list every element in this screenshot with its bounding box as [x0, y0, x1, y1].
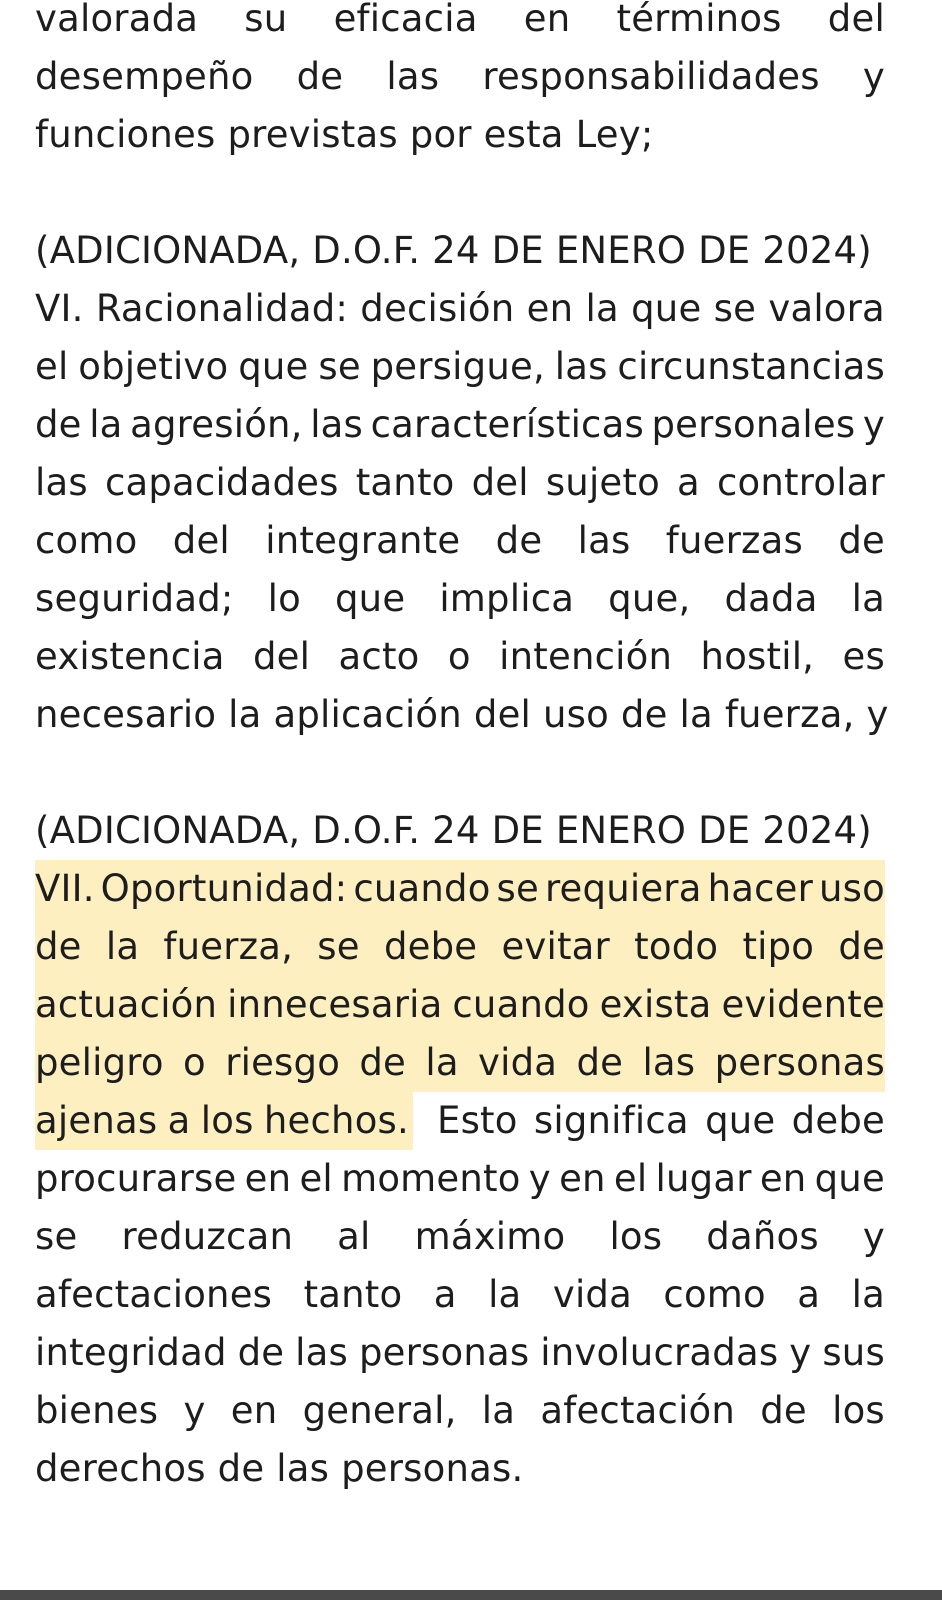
- word: riesgo: [225, 1041, 341, 1084]
- word: términos: [616, 0, 782, 40]
- word: las: [310, 403, 364, 446]
- word: el: [35, 345, 69, 388]
- word: controlar: [717, 461, 885, 504]
- word: exista: [599, 983, 712, 1026]
- word: VI.: [35, 287, 84, 330]
- text-line-cut: [35, 0, 885, 48]
- word: se: [713, 287, 757, 330]
- word: de: [237, 1331, 285, 1374]
- word: que: [238, 345, 309, 388]
- word: se: [317, 925, 360, 968]
- word: integrante: [265, 519, 461, 562]
- word: la: [89, 403, 123, 446]
- section-vi-heading-line: [35, 280, 885, 338]
- word: todo: [634, 925, 719, 968]
- word: al: [337, 1215, 371, 1258]
- word: hechos.: [263, 1099, 409, 1142]
- word: las: [295, 1331, 348, 1374]
- word: desempeño: [35, 55, 254, 98]
- amendment-note: (ADICIONADA, D.O.F. 24 DE ENERO DE 2024): [35, 229, 872, 272]
- word: en: [559, 1157, 606, 1200]
- word: cuando: [452, 983, 590, 1026]
- word: debe: [791, 1099, 885, 1142]
- text-line: [35, 48, 885, 106]
- word: como: [663, 1273, 766, 1316]
- highlighted-text-line: [35, 918, 885, 976]
- word: ajenas: [35, 1099, 158, 1142]
- word: y: [528, 1157, 551, 1200]
- word: afectación: [540, 1389, 736, 1432]
- word: las: [554, 345, 608, 388]
- word: afectaciones: [35, 1273, 273, 1316]
- word: en: [759, 1157, 807, 1200]
- word: de: [760, 1389, 807, 1432]
- word: implica: [439, 577, 575, 620]
- text-line: [35, 628, 885, 686]
- text-line: [35, 1208, 885, 1266]
- word: intención: [499, 635, 673, 678]
- word: se: [35, 1215, 78, 1258]
- bottom-scroll-bar: [0, 1590, 942, 1600]
- word: peligro: [35, 1041, 164, 1084]
- highlighted-text-line: [35, 976, 885, 1034]
- word: lo: [267, 577, 301, 620]
- word: del: [471, 461, 529, 504]
- word: a: [797, 1273, 821, 1316]
- mixed-highlight-line: [35, 1092, 885, 1150]
- word: como: [35, 519, 138, 562]
- word: sus: [822, 1331, 885, 1374]
- word: vida: [552, 1273, 632, 1316]
- word: la: [851, 577, 885, 620]
- word: de: [35, 403, 82, 446]
- word: las: [642, 1041, 696, 1084]
- word: su: [244, 0, 288, 40]
- word: dada: [724, 577, 818, 620]
- word: en: [526, 287, 574, 330]
- text-line: [35, 1324, 885, 1382]
- word: máximo: [414, 1215, 566, 1258]
- word: tanto: [355, 461, 455, 504]
- word: o: [183, 1041, 206, 1084]
- word: las: [577, 519, 631, 562]
- word: y: [789, 1331, 812, 1374]
- word: el: [613, 1157, 648, 1200]
- word: la: [488, 1273, 522, 1316]
- word: lugar: [655, 1157, 752, 1200]
- word: tanto: [303, 1273, 403, 1316]
- word: del: [253, 635, 311, 678]
- word: Esto: [437, 1099, 518, 1142]
- highlighted-text-line: [35, 1034, 885, 1092]
- word: en: [230, 1389, 278, 1432]
- word: cuando: [353, 867, 491, 910]
- word: uso: [818, 867, 885, 910]
- word: fuerza,: [163, 925, 294, 968]
- word: el: [299, 1157, 333, 1200]
- word: a: [167, 1099, 191, 1142]
- word: sujeto: [545, 461, 660, 504]
- word: del: [827, 0, 885, 40]
- word: en: [244, 1157, 292, 1200]
- word: que,: [608, 577, 691, 620]
- word: las: [35, 461, 88, 504]
- word: que: [631, 287, 702, 330]
- word: la: [425, 1041, 459, 1084]
- text-line: [35, 512, 885, 570]
- word: seguridad;: [35, 577, 234, 620]
- word: a: [677, 461, 700, 504]
- text-line: [35, 570, 885, 628]
- text-line: [35, 396, 885, 454]
- word: Racionalidad:: [95, 287, 349, 330]
- word: se: [318, 345, 361, 388]
- word: involucradas: [540, 1331, 779, 1374]
- word: es: [842, 635, 885, 678]
- word: del: [172, 519, 230, 562]
- word: hacer: [707, 867, 814, 910]
- word: de: [35, 925, 82, 968]
- word: que: [814, 1157, 885, 1200]
- word: de: [838, 519, 885, 562]
- word: personas: [358, 1331, 530, 1374]
- word: eficacia: [333, 0, 478, 40]
- word: circunstancias: [617, 345, 885, 388]
- word: la: [105, 925, 140, 968]
- word: Oportunidad:: [100, 867, 348, 910]
- text-line: derechos de las personas.: [35, 1447, 524, 1490]
- word: responsabilidades: [482, 55, 820, 98]
- word: de: [296, 55, 344, 98]
- word: objetivo: [78, 345, 229, 388]
- word: significa: [533, 1099, 689, 1142]
- word: valora: [768, 287, 885, 330]
- word: hostil,: [700, 635, 815, 678]
- word: que: [705, 1099, 776, 1142]
- word: en: [523, 0, 571, 40]
- word: características: [370, 403, 644, 446]
- word: a: [433, 1273, 457, 1316]
- word: de: [576, 1041, 624, 1084]
- text-line: [35, 454, 885, 512]
- word: VII.: [35, 867, 95, 910]
- word: evidente: [721, 983, 885, 1026]
- word: momento: [341, 1157, 521, 1200]
- word: evitar: [501, 925, 610, 968]
- word: daños: [706, 1215, 819, 1258]
- amendment-note: (ADICIONADA, D.O.F. 24 DE ENERO DE 2024): [35, 809, 872, 852]
- word: de: [495, 519, 543, 562]
- word: y: [183, 1389, 206, 1432]
- word: acto: [338, 635, 420, 678]
- word: los: [200, 1099, 254, 1142]
- text-line: [35, 1150, 885, 1208]
- word: actuación: [35, 983, 218, 1026]
- text-line: funciones previstas por esta Ley;: [35, 113, 654, 156]
- word: fuerzas: [665, 519, 803, 562]
- text-fragment: [437, 1092, 885, 1150]
- word: y: [862, 403, 885, 446]
- word: y: [862, 1215, 885, 1258]
- word: la: [585, 287, 619, 330]
- word: procurarse: [35, 1157, 237, 1200]
- word: innecesaria: [227, 983, 443, 1026]
- word: y: [862, 55, 885, 98]
- word: que: [334, 577, 406, 620]
- word: existencia: [35, 635, 225, 678]
- word: debe: [383, 925, 478, 968]
- word: tipo: [742, 925, 815, 968]
- word: vida: [478, 1041, 558, 1084]
- word: integridad: [35, 1331, 227, 1374]
- word: valorada: [35, 0, 199, 40]
- word: o: [447, 635, 471, 678]
- word: general,: [302, 1389, 457, 1432]
- text-line: [35, 338, 885, 396]
- text-line: necesario la aplicación del uso de la fuerza, y: [35, 693, 889, 736]
- word: bienes: [35, 1389, 159, 1432]
- text-line: [35, 1266, 885, 1324]
- highlighted-text-line: [35, 860, 885, 918]
- word: de: [359, 1041, 407, 1084]
- word: personas: [714, 1041, 885, 1084]
- text-line: [35, 1382, 885, 1440]
- word: la: [481, 1389, 516, 1432]
- word: agresión,: [130, 403, 303, 446]
- word: las: [386, 55, 440, 98]
- word: capacidades: [104, 461, 339, 504]
- word: se: [496, 867, 539, 910]
- word: reduzcan: [121, 1215, 294, 1258]
- word: decisión: [360, 287, 515, 330]
- highlighted-fragment: [35, 1092, 409, 1150]
- word: la: [851, 1273, 885, 1316]
- word: personales: [651, 403, 856, 446]
- word: requiera: [544, 867, 702, 910]
- word: persigue,: [370, 345, 545, 388]
- word: los: [609, 1215, 663, 1258]
- word: los: [832, 1389, 885, 1432]
- word: de: [838, 925, 885, 968]
